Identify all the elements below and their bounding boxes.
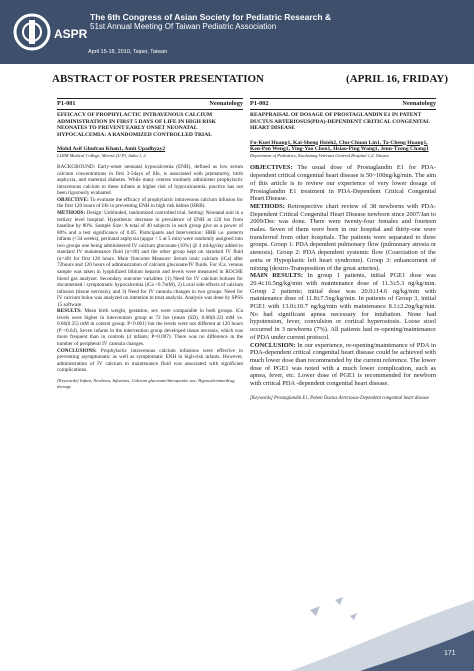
abstract-body xyxy=(57,164,243,374)
abstract-category: Neonatology xyxy=(209,100,243,107)
abstract-paragraph: METHODS: Retrospective chart review of 38 newborns with PDA-Dependent Critical Congenital Heart Disease newborn since 2007/Jan to 2009/Dec was done. There were twenty-four females and fourteen males. Seven of them were born in our hospital and thirty-one were transferred from other hospitals. The patients were separated to three groups. Group 1: PDA dependent pulmonary flow (pulmonary atresia or stenosis). Group 2: PDA dependent systemic flow (Coarctation of the aorta or Hypoplastic left heart syndrome). Group 3: enhancement of mixing (dextro-Transposition of the great arteries). xyxy=(250,202,436,272)
abstract-paragraph: RESULTS: Mean birth weight, gestation, sex were comparable in both groups. iCa levels were higher in intervention group at 72 hrs (mean (SD), 0.88(0.22) mM vs. 0.66(0.25) mM in control group; P<0.001) but the levels were not different at 120 hours (P =0.64). Seven infants in the intervention group developed tissue necrosis, which was more frequent than in controls (4 infants; P=0.007). There was no difference in the number of peripheral IV cannula changes. xyxy=(57,308,243,347)
section-heading xyxy=(52,73,448,85)
abstract-id: P1-002 xyxy=(250,100,269,107)
logo-text: ASPR xyxy=(54,27,88,41)
abstract-affiliation: Department of Pediatrics, Kaohsiung Veterans General Hospital 1,2, Taiwan xyxy=(250,152,389,158)
conference-line-2: 51st Annual Meeting Of Taiwan Pediatric Association xyxy=(90,22,277,31)
abstract-authors: Fu-Kuei Huang1, Kai-Sheng Hsieh2, Chu-Chuan Lin1, Ta-Cheng Huang1, Ken-Pen Weng1, Ying-Yao Chen1, Hsiao-Ping Wang1, Jenn-Tzong Chang1 xyxy=(250,139,429,153)
abstract-paragraph: CONCLUSIONS: Prophylactic intravenous calcium infusions were effective in preventing asymptomatic as well as symptomatic ENH in high-risk infants. However, administration of IV calcium in maintenance fluid was associated with significant complications. xyxy=(57,347,243,374)
conference-dates: April 15-18, 2010, Taipei, Taiwan xyxy=(88,49,168,55)
abstract-affiliation: LLRM Medical College, Meerut (U.P), India 1, 2 xyxy=(57,152,146,158)
conference-title xyxy=(90,12,331,32)
abstract-category: Neonatology xyxy=(402,100,436,107)
page-number: 171 xyxy=(444,650,456,657)
society-logo-icon xyxy=(10,6,88,58)
section-date: (APRIL 16, FRIDAY) xyxy=(346,73,448,85)
abstract-id-row xyxy=(250,99,436,109)
abstract-keywords: [Keywords] Prostaglandin E1, Patent Ductus Arteriosus-Dependent congenital heart disease xyxy=(250,395,430,401)
abstract-p1-001 xyxy=(57,98,243,389)
conference-line-1: The 6th Congress of Asian Society for Pediatric Research & xyxy=(90,12,332,22)
abstract-keywords: [Keywords] Infant, Newborn, Infusions, Calcium gluconate/therapeutic use, Hypocalcemia/drug therapy xyxy=(57,377,235,389)
abstract-p1-002 xyxy=(250,98,436,402)
paper-plane-icon xyxy=(310,597,357,620)
abstract-id-row xyxy=(57,99,243,109)
abstract-paragraph: OBJECTIVE: To evaluate the efficacy of prophylactic intravenous calcium infusion for the first 120 hours of life in preventing ENH in high risk babies (HRB). xyxy=(57,196,243,210)
abstract-title: EFFICACY OF PROPHYLACTIC INTRAVENOUS CALCIUM ADMINISTRATION IN FIRST 5 DAYS OF LIFE IN HIGH RISK NEONATES TO PREVENT EARLY ONSET NEONATAL HYPOCALCEMIA: A RANDOMIZED CONTROLLED TRIAL xyxy=(57,112,216,138)
section-title: ABSTRACT OF POSTER PRESENTATION xyxy=(52,73,264,85)
abstract-paragraph: OBJECTIVES: The usual dose of Prostaglandin E1 for PDA-dependent critical congenital heart disease is 50~100ng/kg/min. The aim of this article is to review our experience of very lower dosage of Prostaglandin E1 treatment in PDA-Dependent Critical Congenital Heart Disease. xyxy=(250,164,436,203)
abstract-paragraph: METHODS: Design: Unblinded, randomized controlled trial. Setting: Neonatal unit in a tertiary level hospital. Hypothesis: decrease in prevalence of ENH at 120 hrs from baseline by 80%. Sample Size: A total of 40 subjects in each group give us a power of 80% and a test significance of 0.05. Participants and Intervention: HRB i.e. preterm infants (<34 weeks), perinatal asphyxia (apgar < 5 at 5 min) were randomly assigned into two groups one being administered IV calcium gluconate (10%) @ 4 ml/kg/day added to standard IV maintenance fluid (n=40) and the other group kept on standard IV fluid (n=40) for first 120 hours. Main Outcome Measure: Serum ionic calcium (iCa) after 72hours and 120 hours of administration of calcium gluconate/IV fluids. For iCa, venous sample was taken in lyophilized lithium heparin and levels were measured in ROCHE blood gas analyzer. Secondary outcome variables: (1) Need for IV calcium boluses for documented / symptomatic hypocalcemia (iCa <0.7mM), 2) Local side effects of calcium infusion (tissue necrosis), and 3) Need for IV cannula changes in two groups. Need for IV calcium bolus was analyzed on intention to treat analysis. Analysis was done by SPSS 15 software. xyxy=(57,210,243,308)
abstract-paragraph: CONCLUSION: In our experience, re-opening/maintenance of PDA in PDA-dependent critical congenital heart disease could be achieved with much lower dose than recommended by the current reference. The lower dose of PGE1 was noted with a much lower complication, such as apnea, fever, etc. Lower dose of PGE1 is recommended for newborn with critical PDA -dependent congenital heart disease. xyxy=(250,341,436,388)
abstract-paragraph: BACKGROUND: Early-onset neonatal hypocalcemia (ENH), defined as low serum calcium concentrations in first 3-5days of life, is associated with prematurity, birth asphyxia, and maternal diabetes. While many centres routinely administer prophylactic intravenous calcium to these infants at higher risk of hypocalcaemia, practice has not been rigorously evaluated. xyxy=(57,164,243,197)
abstract-paragraph: MAIN RESULTS: In group 1 patients, initial PGE1 dose was 20.4±16.5ng/kg/min with maintenance dose of 11.3±5.3 ng/kg/min. Group 2 patients; initial dose was 20.0±14.6 ng/kg/min with maintenance dose of 11.8±7.5ng/kg/min. In patients of Group 3, initial PGE1 with 13.0±10.7 ng/kg/min with maintenance 8.1±2.2ng/kg/min. No had significant apnea necessary for intubation. None had hypotension, fever, convulsion or cortical hyperostosis. Loose stool occurred in 3 newborns (7%). All patients had re-opening/maintenance of PDA under current protocol. xyxy=(250,272,437,341)
abstract-authors: Mohd Asif Ghufran Khan1, Amit Upadhyay2 xyxy=(57,146,166,152)
abstract-title: REAPPRAISAL OF DOSAGE OF PROSTAGLANDIN E1 IN PATENT DUCTUS ARTERIOSUS(PDA)-DEPENDENT CRITICAL CONGENITAL HEART DISEASE xyxy=(250,112,430,131)
conference-banner xyxy=(0,0,474,64)
abstract-body xyxy=(250,164,436,387)
abstract-id: P1-001 xyxy=(57,100,76,107)
